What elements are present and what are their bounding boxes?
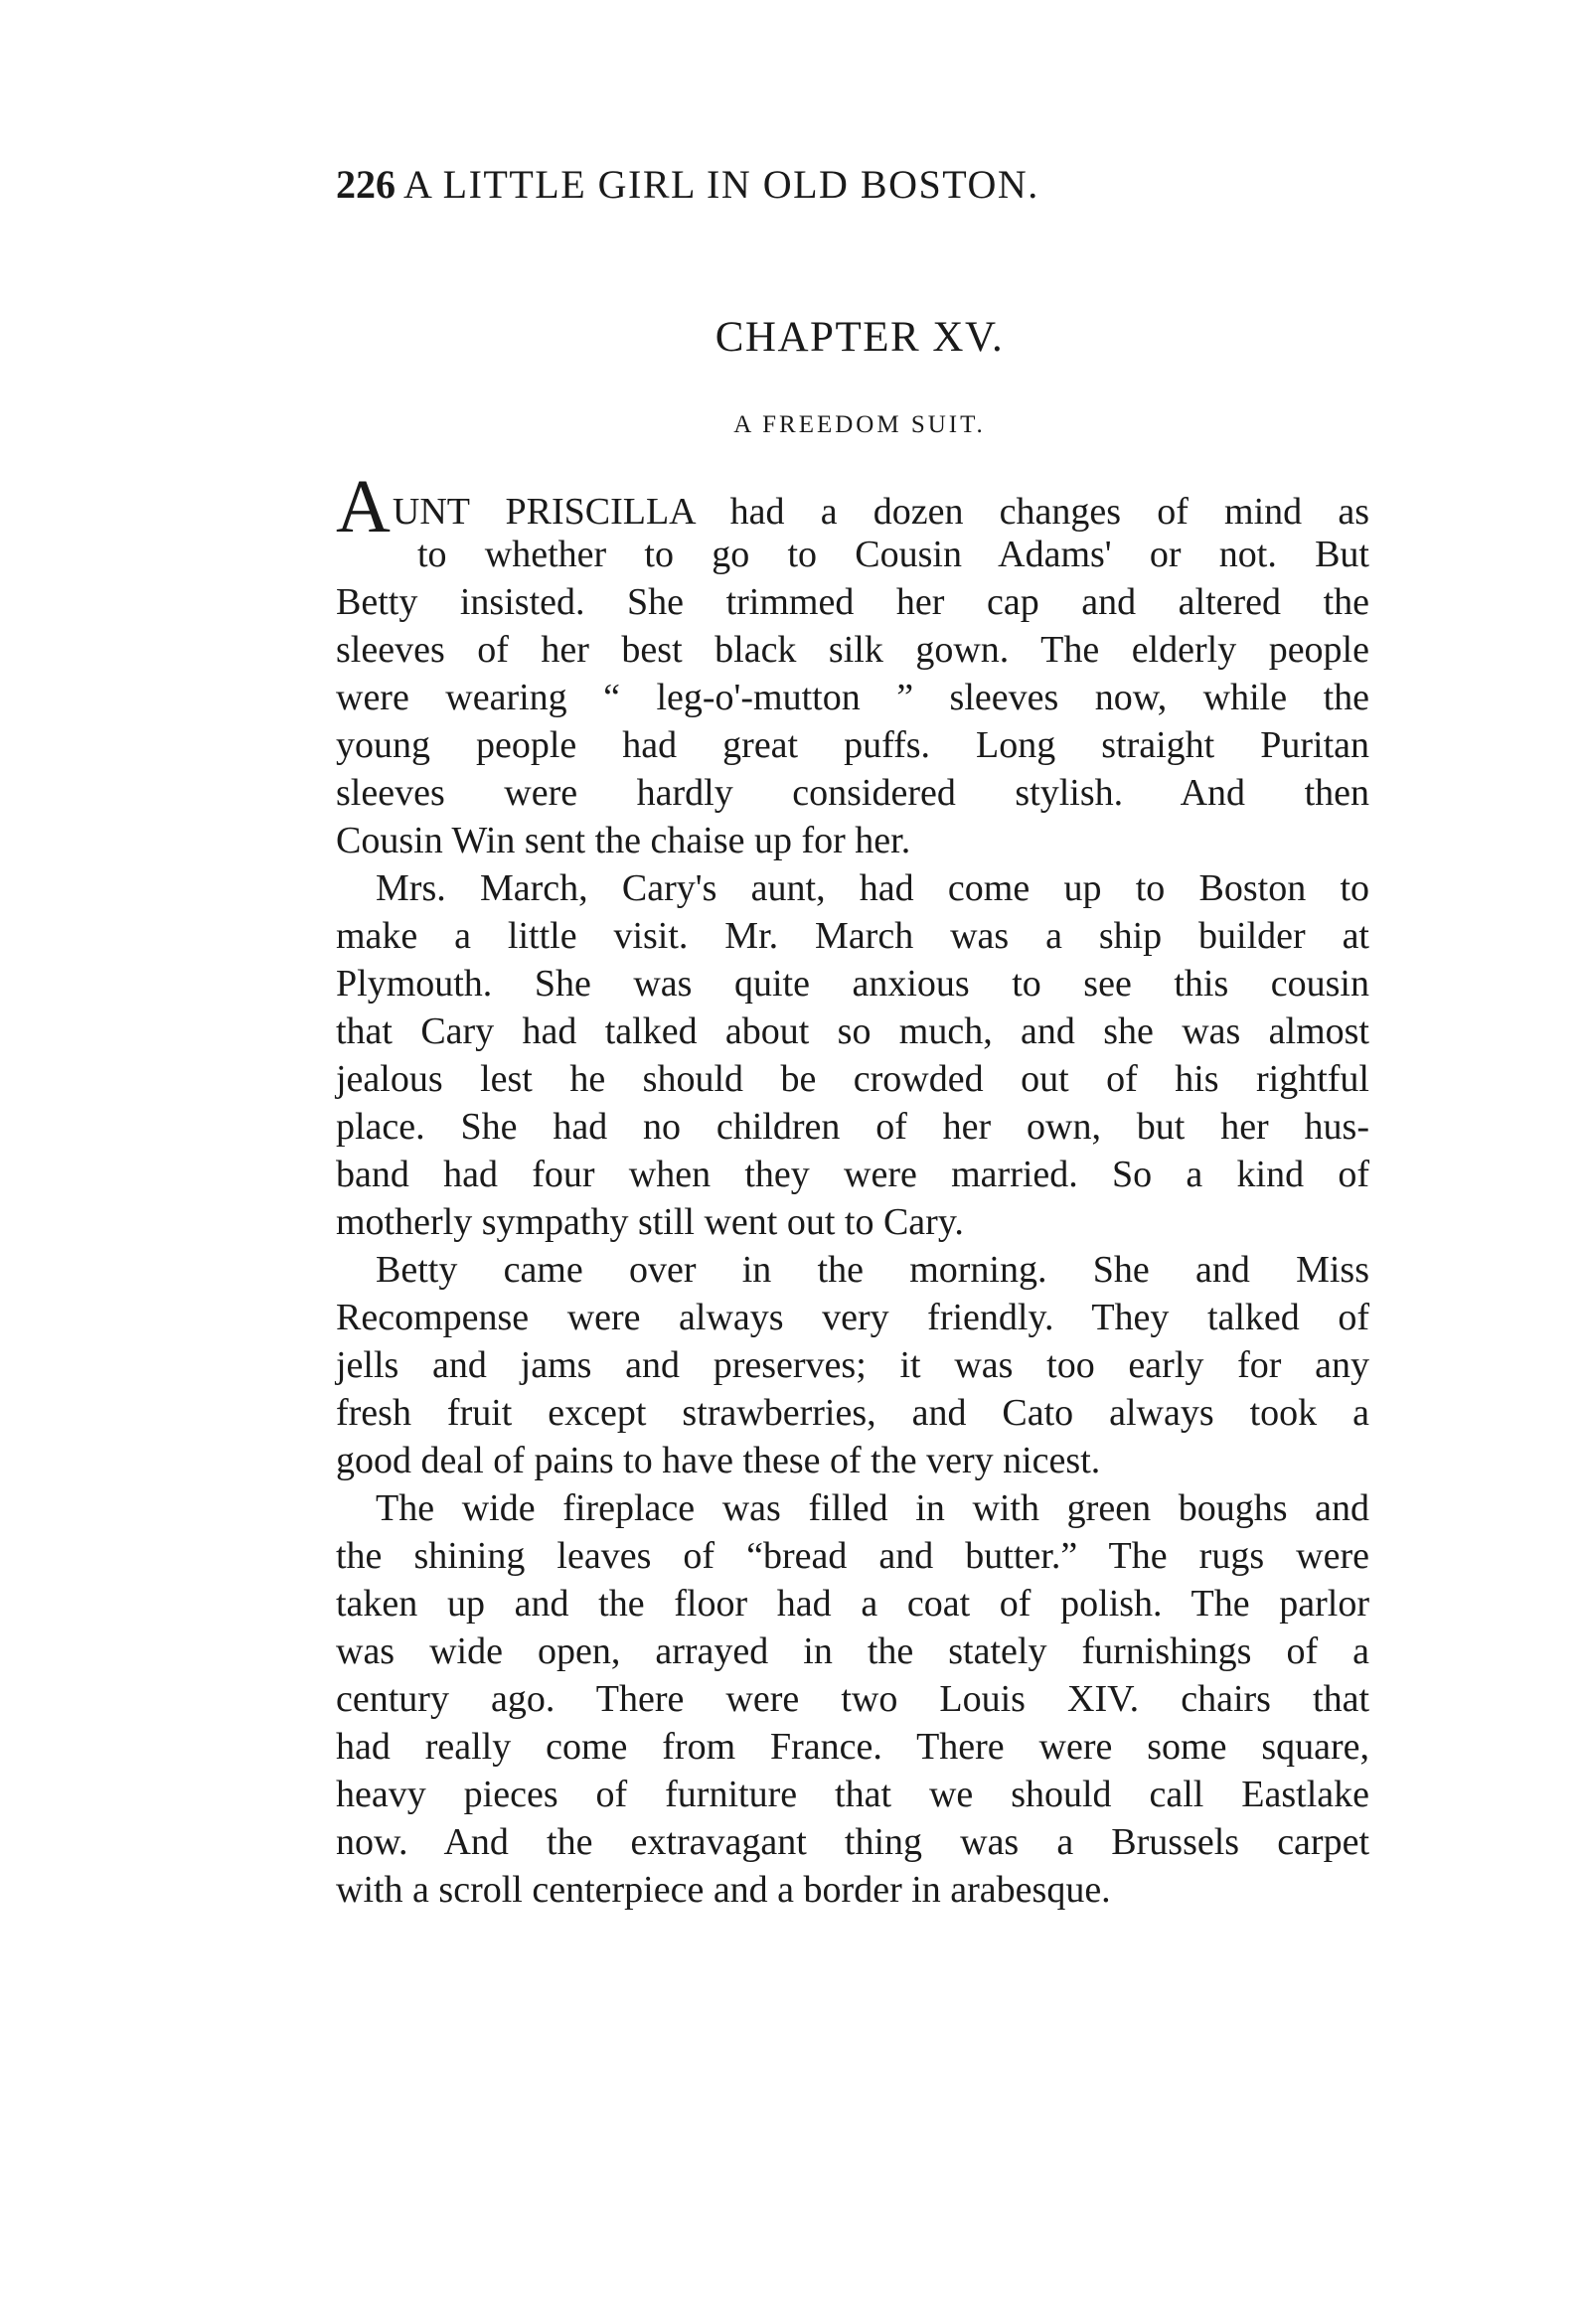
text-line: motherly sympathy still went out to Cary. bbox=[336, 1201, 964, 1243]
text-line: Mrs. March, Cary's aunt, had come up to Boston to bbox=[376, 867, 1369, 909]
text-line: sleeves of her best black silk gown. The elderly people bbox=[336, 629, 1369, 671]
text-line: Recompense were always very friendly. They talked of bbox=[336, 1297, 1369, 1338]
text-line: sleeves were hardly considered stylish. And then bbox=[336, 772, 1369, 814]
text-line: Plymouth. She was quite anxious to see this cousin bbox=[336, 963, 1369, 1005]
text-line: band had four when they were married. So a kind of bbox=[336, 1154, 1369, 1195]
text-line: to whether to go to Cousin Adams' or not. But bbox=[417, 534, 1369, 575]
text-line: fresh fruit except strawberries, and Cato always took a bbox=[336, 1392, 1369, 1434]
text-line bbox=[336, 465, 1369, 548]
text-line: with a scroll centerpiece and a border in arabesque. bbox=[336, 1869, 1111, 1911]
paragraph bbox=[336, 1484, 1369, 1914]
chapter-heading: CHAPTER XV. bbox=[714, 314, 1005, 361]
text-line: were wearing “ leg-o'-mutton ” sleeves now, while the bbox=[336, 677, 1369, 718]
text-line: good deal of pains to have these of the very nicest. bbox=[336, 1440, 1101, 1481]
text-line: now. And the extravagant thing was a Brussels carpet bbox=[336, 1821, 1369, 1863]
chapter-subtitle: A FREEDOM SUIT. bbox=[733, 411, 986, 438]
drop-cap: A bbox=[336, 465, 391, 548]
body-text bbox=[336, 465, 1369, 1914]
text-line: Betty came over in the morning. She and Miss bbox=[376, 1249, 1369, 1291]
text-line: the shining leaves of “bread and butter.” The rugs were bbox=[336, 1535, 1369, 1577]
page-number: 226 bbox=[336, 162, 396, 207]
text-line: heavy pieces of furniture that we should call Eastlake bbox=[336, 1774, 1369, 1815]
text-line: jells and jams and preserves; it was too early for any bbox=[336, 1344, 1369, 1386]
text-line: had really come from France. There were some square, bbox=[336, 1726, 1369, 1768]
text-line: Cousin Win sent the chaise up for her. bbox=[336, 820, 911, 861]
running-head bbox=[336, 159, 1369, 211]
text-line: The wide fireplace was filled in with green boughs and bbox=[376, 1487, 1369, 1529]
text-line: Betty insisted. She trimmed her cap and altered the bbox=[336, 581, 1369, 623]
paragraph bbox=[336, 465, 1369, 864]
text-line: make a little visit. Mr. March was a ship builder at bbox=[336, 915, 1369, 957]
book-title: A LITTLE GIRL IN OLD BOSTON. bbox=[403, 162, 1039, 207]
text-line: that Cary had talked about so much, and she was almost bbox=[336, 1010, 1369, 1052]
paragraph bbox=[336, 1246, 1369, 1484]
paragraph bbox=[336, 864, 1369, 1246]
text-line: century ago. There were two Louis XIV. chairs that bbox=[336, 1678, 1369, 1720]
text-line: place. She had no children of her own, but her hus- bbox=[336, 1106, 1369, 1148]
text-line: was wide open, arrayed in the stately furnishings of a bbox=[336, 1630, 1369, 1672]
text-line: jealous lest he should be crowded out of his rightful bbox=[336, 1058, 1369, 1100]
text-line: young people had great puffs. Long straight Puritan bbox=[336, 724, 1369, 766]
text-line-rest: UNT PRISCILLA had a dozen changes of mind as bbox=[392, 491, 1369, 533]
text-line: taken up and the floor had a coat of polish. The parlor bbox=[336, 1583, 1369, 1625]
